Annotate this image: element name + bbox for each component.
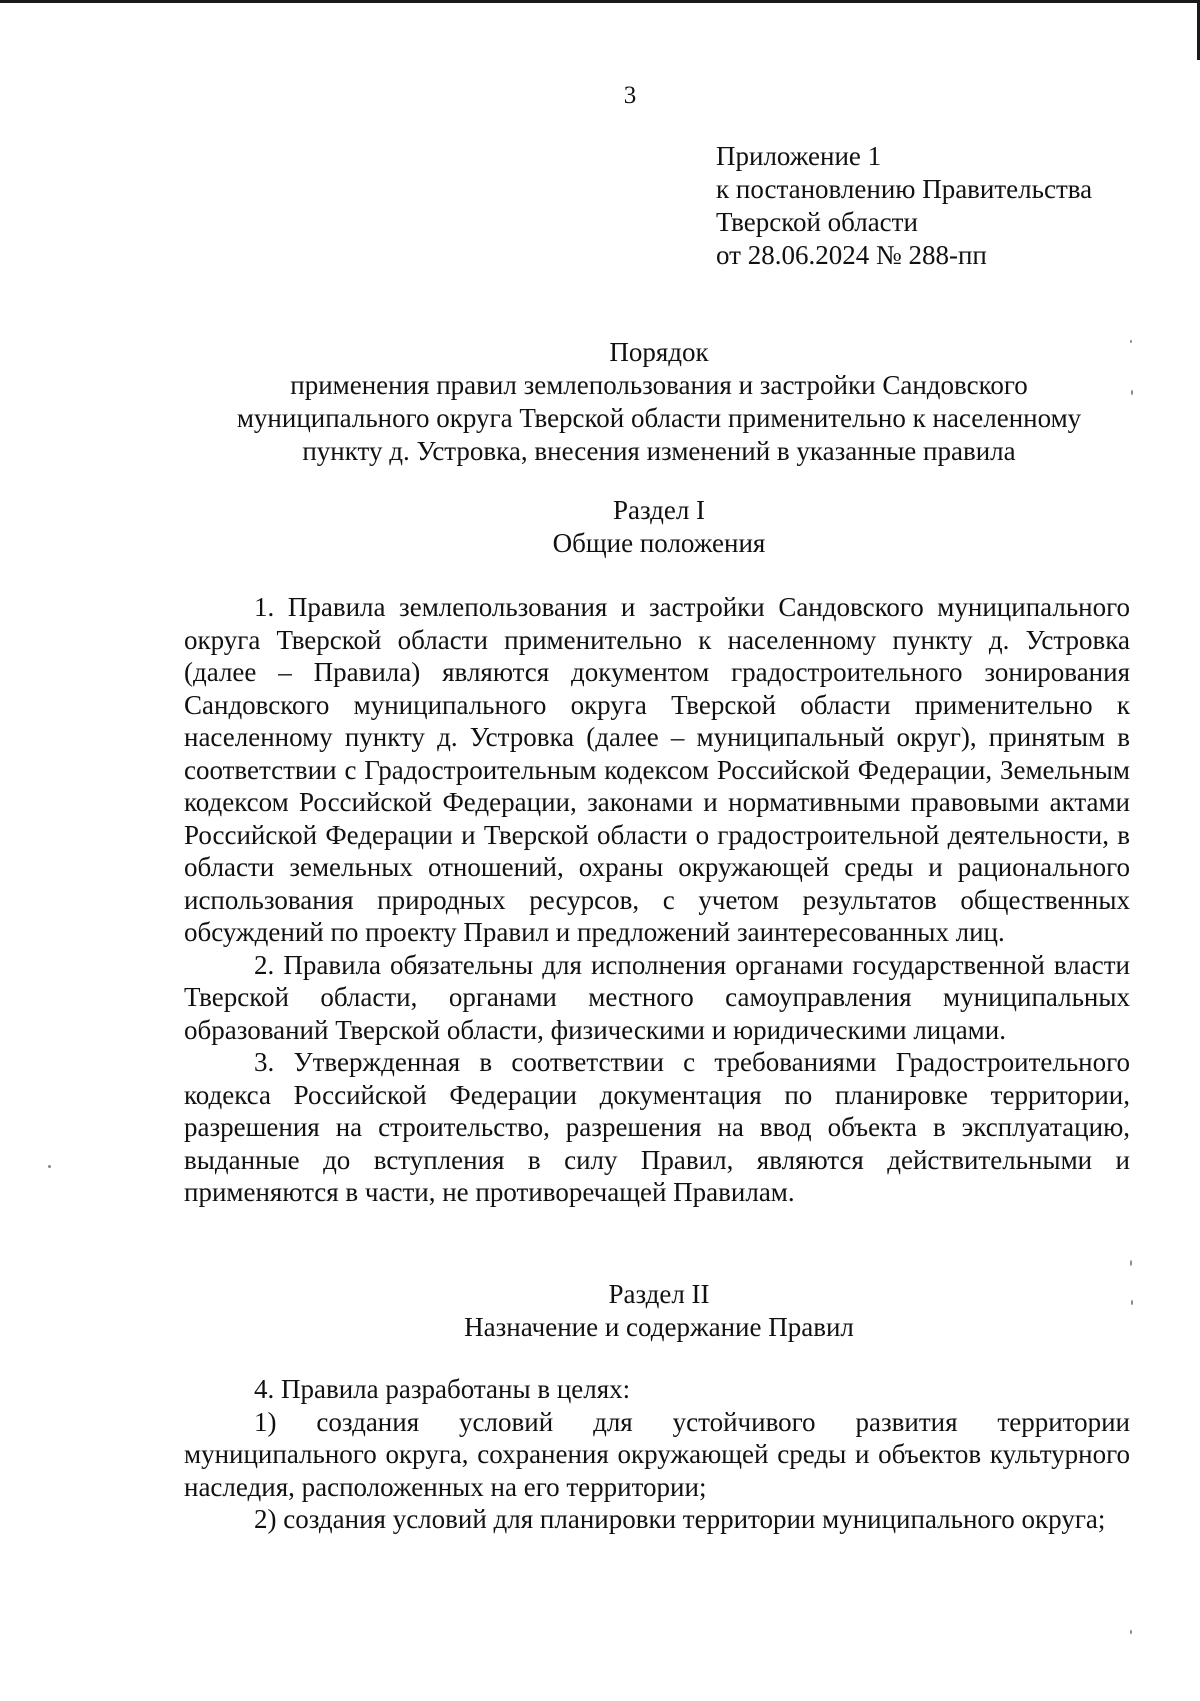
paragraph: 3. Утвержденная в соответствии с требованиями Градостроительного кодекса Российской Федерации документация по планировке территории, разрешения на строительство, разрешения на ввод объекта в эксплуатацию, выданные до вступления в силу Правил, являются действительными и применяются в части, не противоречащей Правилам. <box>184 1047 1130 1207</box>
scan-speck <box>1131 390 1133 395</box>
appendix-line: к постановлению Правительства <box>716 174 1093 204</box>
scan-speck <box>48 1165 51 1168</box>
paragraph: 4. Правила разработаны в целях: <box>254 1374 631 1404</box>
title-line: пункту д. Устровка, внесения изменений в указанные правила <box>302 436 1016 466</box>
section-name: Назначение и содержание Правил <box>464 1312 854 1342</box>
scan-top-edge <box>0 0 1200 3</box>
page-number: 3 <box>623 82 637 109</box>
section-1-heading <box>180 494 1138 560</box>
appendix-line: от 28.06.2024 № 288-пп <box>716 240 987 270</box>
title-line: применения правил землепользования и застройки Сандовского <box>290 370 1028 400</box>
document-title <box>180 336 1138 468</box>
scan-speck <box>1130 340 1132 343</box>
section-label: Раздел II <box>608 1279 710 1309</box>
appendix-line: Тверской области <box>716 207 918 237</box>
section-name: Общие положения <box>552 528 766 558</box>
paragraph: 2. Правила обязательны для исполнения органами государственной власти Тверской области, органами местного самоуправления муниципальных образований Тверской области, физическими и юридическими лицами. <box>184 949 1130 1045</box>
appendix-line: Приложение 1 <box>716 141 882 171</box>
section-label: Раздел I <box>612 495 706 525</box>
title-line: муниципального округа Тверской области применительно к населенному <box>236 403 1082 433</box>
list-item: 1) создания условий для устойчивого развития территории муниципального округа, сохранения окружающей среды и объектов культурного наследия, расположенных на его территории; <box>184 1406 1130 1502</box>
section-2-body <box>184 1373 1130 1536</box>
scan-speck <box>1130 1630 1132 1634</box>
appendix-block <box>716 140 1092 272</box>
paragraph: 1. Правила землепользования и застройки Сандовского муниципального округа Тверской области применительно к населенному пункту д. Устровка (далее – Правила) являются документом градостроительного зонирования Сандовского муниципального округа Тверской области применительно к населенному пункту д. Устровка (далее – муниципальный округ), принятым в соответствии с Градостроительным кодексом Российской Федерации, Земельным кодексом Российской Федерации, законами и нормативными правовыми актами Российской Федерации и Тверской области о градостроительной деятельности, в области земельных отношений, охраны окружающей среды и рационального использования природных ресурсов, с учетом результатов общественных обсуждений по проекту Правил и предложений заинтересованных лиц. <box>184 592 1130 947</box>
list-item: 2) создания условий для планировки территории муниципального округа; <box>254 1504 1106 1534</box>
section-1-body <box>184 591 1130 1209</box>
title-heading: Порядок <box>609 337 709 367</box>
section-2-heading <box>180 1278 1138 1344</box>
scan-speck <box>1130 1260 1132 1266</box>
scan-speck <box>1131 1300 1133 1305</box>
